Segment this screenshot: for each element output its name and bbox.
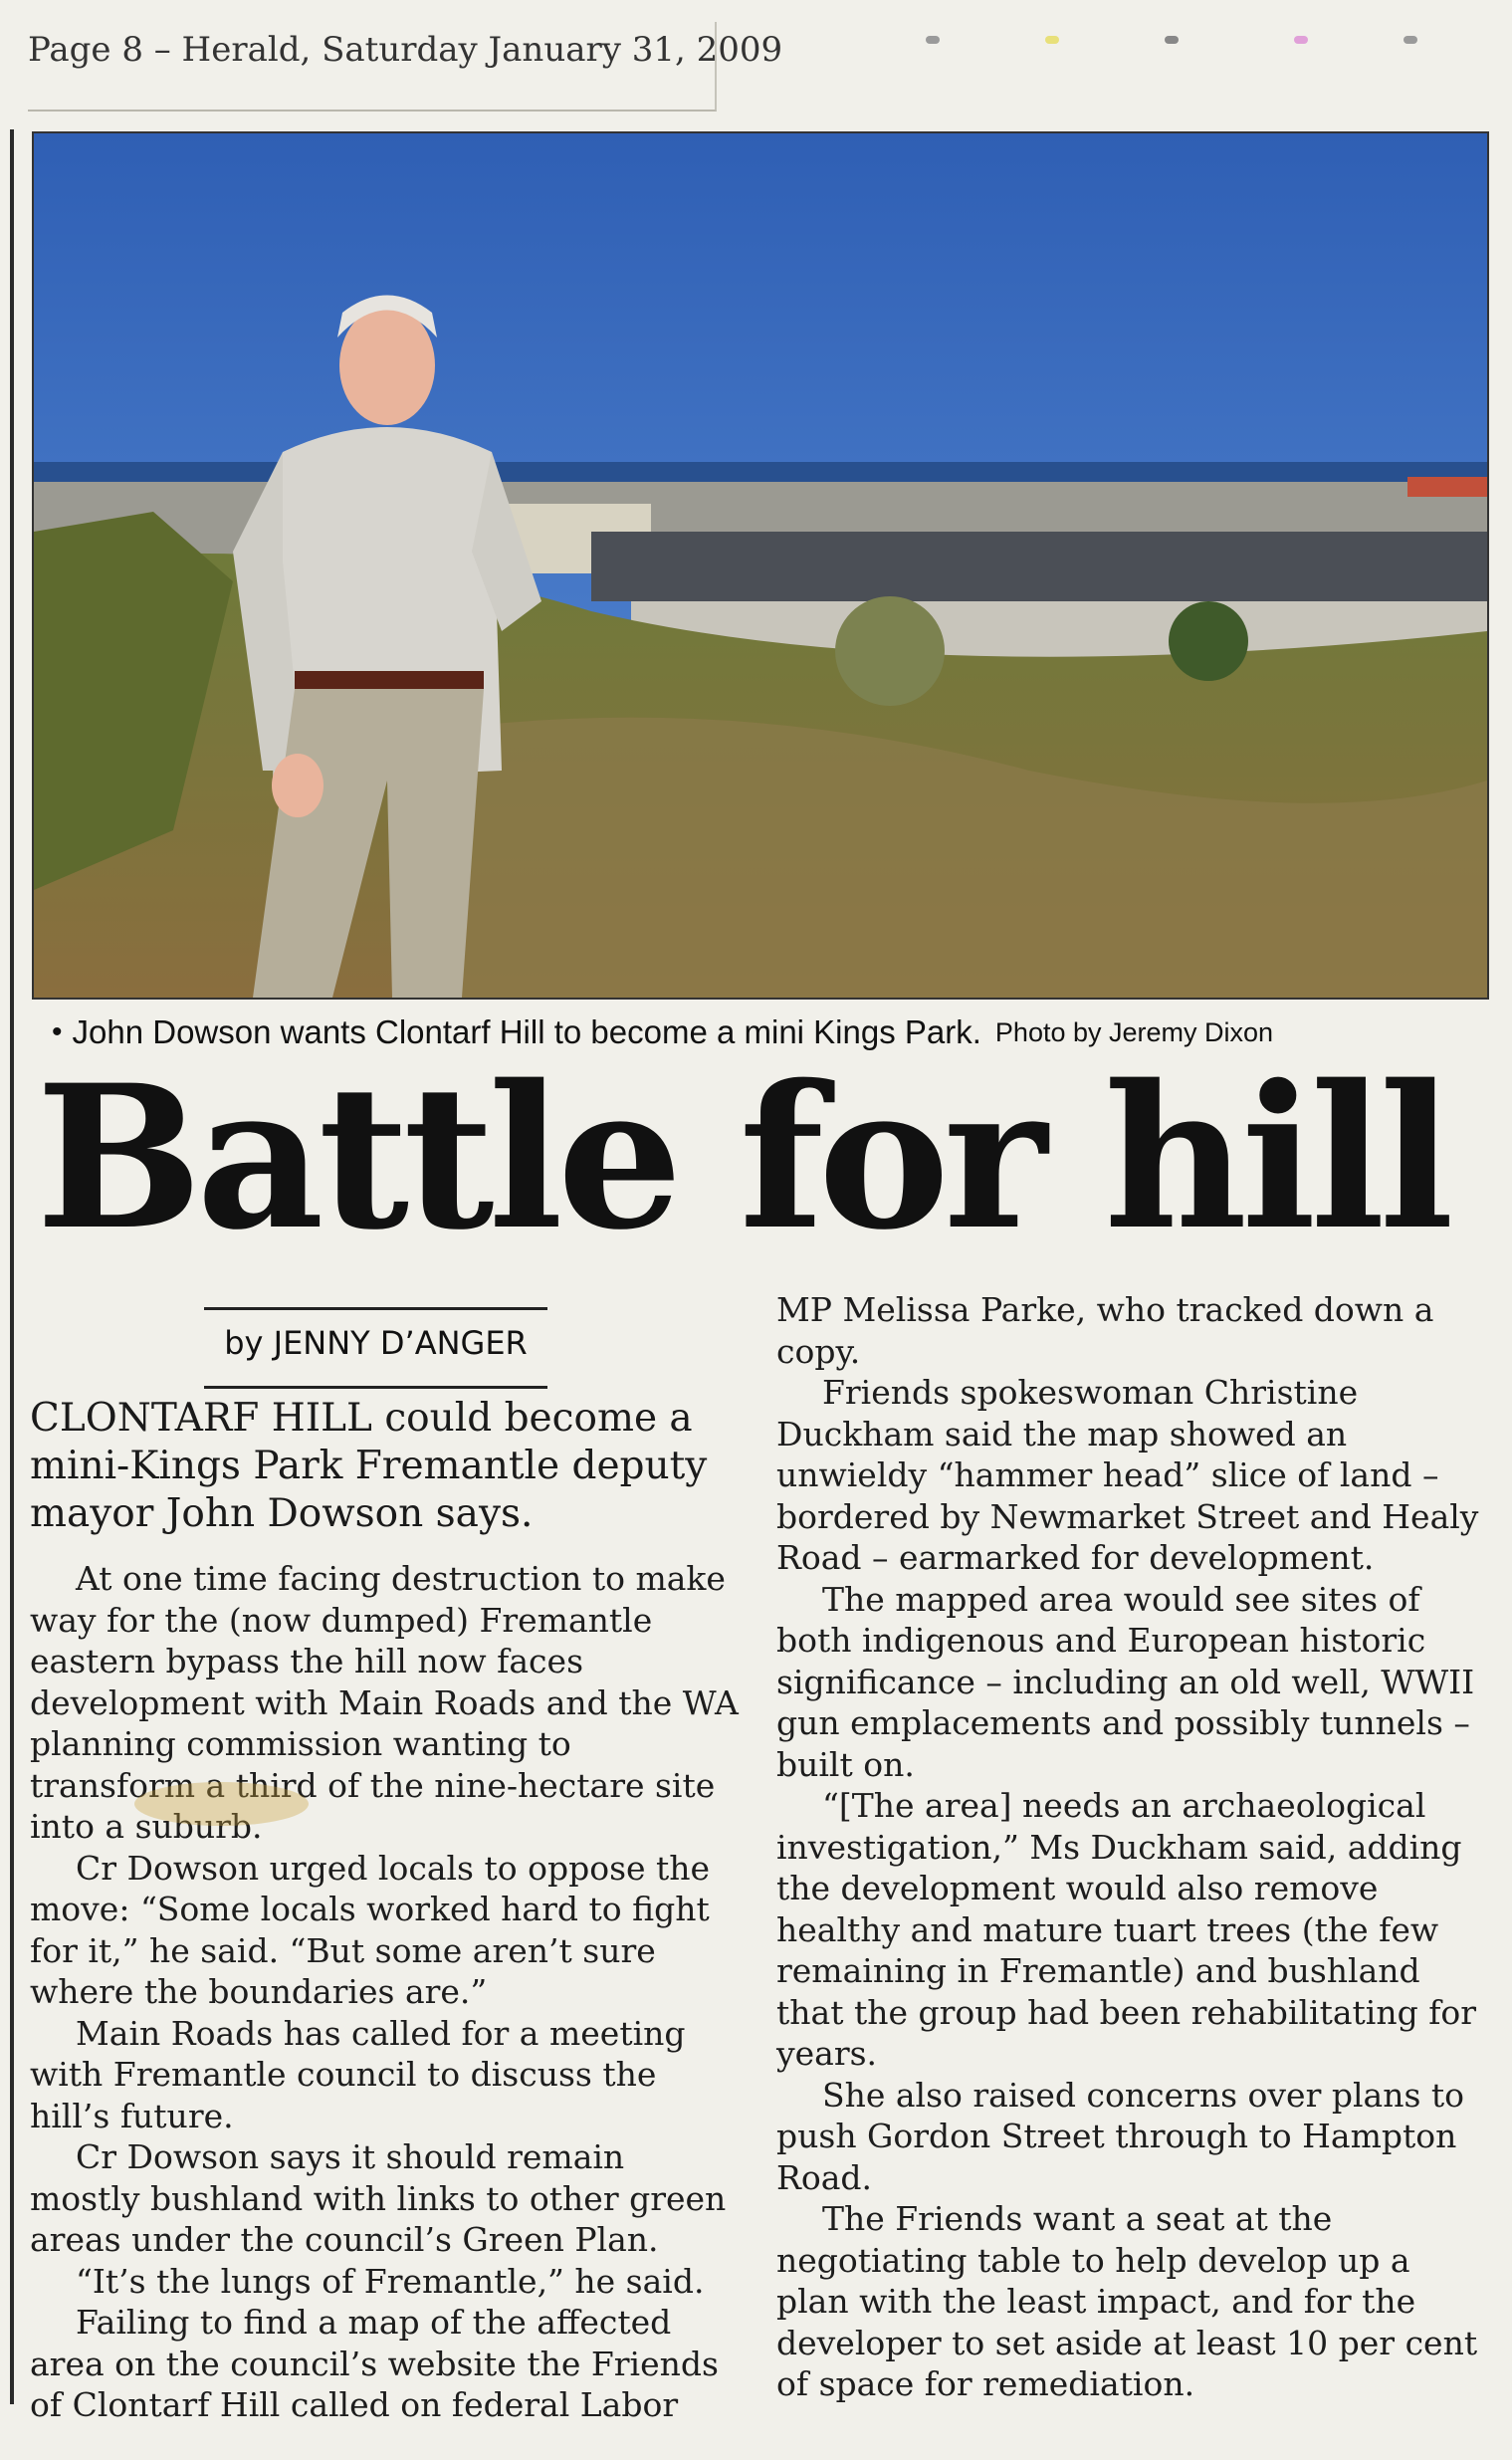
caption-text: John Dowson wants Clontarf Hill to become a mini Kings Park. [72,1013,981,1050]
photo-credit: Photo by Jeremy Dixon [994,1016,1274,1047]
paragraph: She also raised concerns over plans to push Gordon Street through to Hampton Road. [776,2075,1465,2197]
paragraph: Friends spokeswoman Christine Duckham said the map showed an unwieldy “hammer head” slice of land – bordered by Newmarket Street and Healy Road – earmarked for development. [776,1373,1479,1577]
print-smudge [1404,36,1417,44]
margin-rule [10,129,14,2404]
paragraph: “[The area] needs an archaeological investigation,” Ms Duckham said, adding the development would also remove healthy and mature tuart trees (the few remaining in Fremantle) and bushland that the group had been rehabilitating for years. [776,1786,1477,2073]
left-column [30,1558,739,2426]
page-header-text: Page 8 – Herald, Saturday January 31, 2009 [28,30,783,70]
paragraph: The mapped area would see sites of both indigenous and European historic significance – including an old well, WWII gun emplacements and possibly tunnels – built on. [776,1579,1475,1784]
paragraph: Failing to find a map of the affected area on the council’s website the Friends of Clontarf Hill called on federal Labor [30,2303,719,2424]
paragraph: The Friends want a seat at the negotiating table to help develop up a plan with the least impact, and for the developer to set aside at least 10 per cent of space for remediation. [776,2199,1478,2403]
paragraph: At one time facing destruction to make way for the (now dumped) Fremantle eastern bypass the hill now faces development with Main Roads and the WA planning commission wanting to transform a third of the nine-hectare site into a suburb. [30,1559,739,1846]
page-header [28,22,783,112]
paragraph: Cr Dowson says it should remain mostly bushland with links to other green areas under the council’s Green Plan. [30,2137,727,2259]
paragraph: “It’s the lungs of Fremantle,” he said. [76,2261,705,2301]
paragraph: Main Roads has called for a meeting with Fremantle council to discuss the hill’s future. [30,2013,686,2135]
print-smudge [926,36,940,44]
caption-bullet: • [52,1015,63,1048]
byline [204,1307,547,1389]
headline: Battle for hill [36,1041,1448,1273]
right-column [776,1289,1483,2405]
article-photo [32,131,1489,1000]
paragraph: Cr Dowson urged locals to oppose the move: “Some locals worked hard to fight for it,” he said. “But some aren’t sure where the boundaries are.” [30,1848,711,2011]
print-smudge [1165,36,1179,44]
print-smudge [1294,36,1308,44]
paper-stain [134,1782,309,1826]
byline-text: by JENNY D’ANGER [224,1324,528,1362]
photo-of-man-on-hill-icon [34,133,1487,998]
paragraph: MP Melissa Parke, who tracked down a copy. [776,1290,1434,1371]
print-smudge [1045,36,1059,44]
lead-paragraph: CLONTARF HILL could become a mini-Kings Park Fremantle deputy mayor John Dowson says. [30,1396,708,1536]
